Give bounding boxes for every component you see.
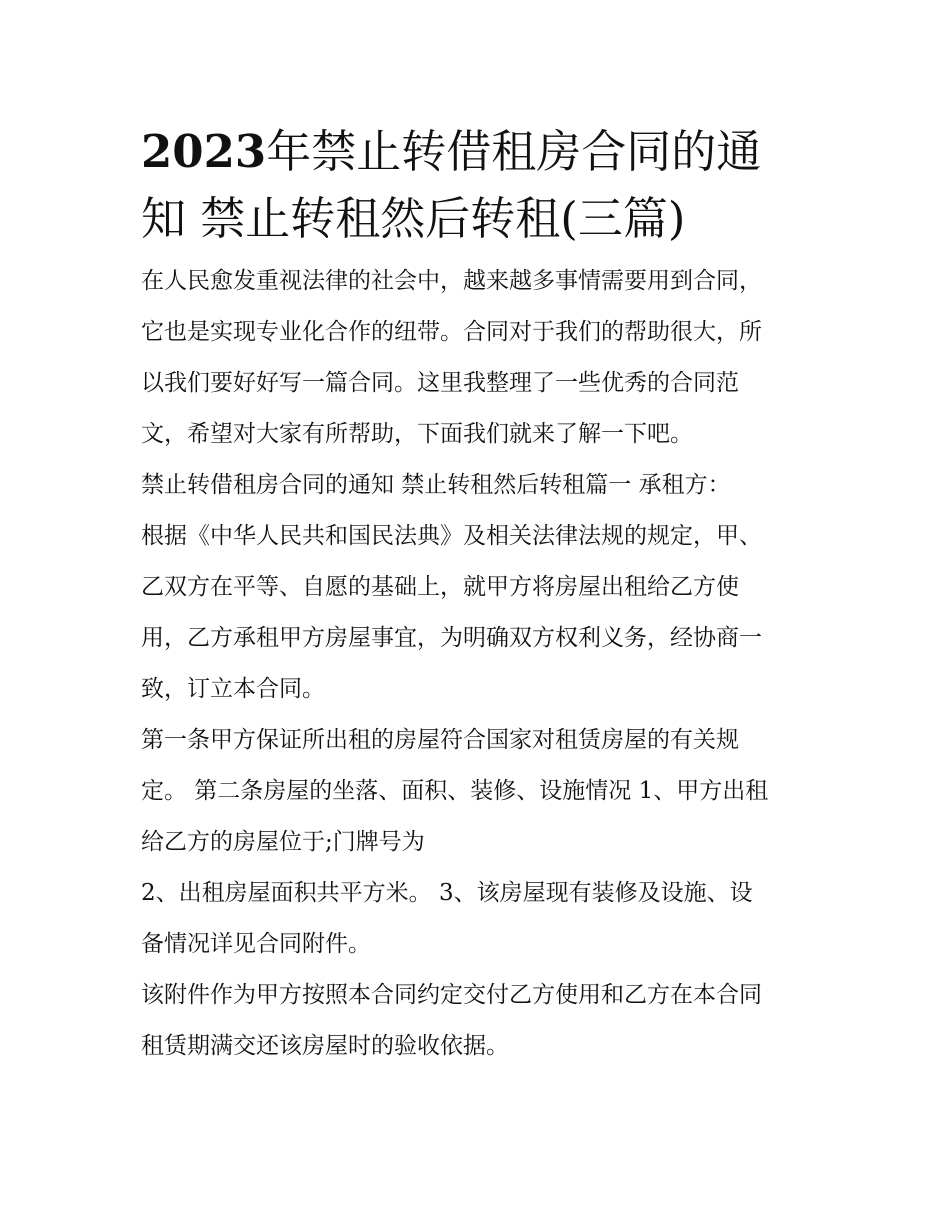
paragraph-area-facilities xyxy=(141,874,821,963)
paragraph-intro xyxy=(141,262,821,453)
paragraph-attachment xyxy=(141,976,821,1065)
text-line: 以我们要好好写一篇合同。这里我整理了一些优秀的合同范 xyxy=(141,370,739,396)
title-line-2: 知 禁止转租然后转租(三篇) xyxy=(141,192,686,245)
text-line: 给乙方的房屋位于;门牌号为 xyxy=(141,829,425,855)
text-line: 根据《中华人民共和国民法典》及相关法律法规的规定，甲、 xyxy=(141,523,762,549)
text-line: 备情况详见合同附件。 xyxy=(141,931,371,957)
text-line: 禁止转借租房合同的通知 禁止转租然后转租篇一 承租方： xyxy=(141,472,731,498)
text-line: 乙双方在平等、自愿的基础上，就甲方将房屋出租给乙方使 xyxy=(141,574,739,600)
text-line: 致，订立本合同。 xyxy=(141,676,325,702)
document-body xyxy=(141,118,821,1078)
paragraph-article-1-2 xyxy=(141,721,821,861)
title-year: 2023 xyxy=(141,125,267,178)
text-line: 该附件作为甲方按照本合同约定交付乙方使用和乙方在本合同 xyxy=(141,982,762,1008)
text-line: 租赁期满交还该房屋时的验收依据。 xyxy=(141,1033,509,1059)
text-line: 用，乙方承租甲方房屋事宜，为明确双方权利义务，经协商一 xyxy=(141,625,762,651)
paragraph-section-heading xyxy=(141,466,821,504)
text-line: 文，希望对大家有所帮助，下面我们就来了解一下吧。 xyxy=(141,421,693,447)
text-line: 在人民愈发重视法律的社会中，越来越多事情需要用到合同， xyxy=(141,268,762,294)
document-title xyxy=(141,118,821,252)
title-line-1 xyxy=(141,118,821,185)
text-line: 2、出租房屋面积共平方米。 3、该房屋现有装修及设施、设 xyxy=(141,880,753,906)
paragraph-preamble xyxy=(141,517,821,708)
text-line: 它也是实现专业化合作的纽带。合同对于我们的帮助很大，所 xyxy=(141,319,762,345)
text-line: 定。 第二条房屋的坐落、面积、装修、设施情况 1、甲方出租 xyxy=(141,778,769,804)
text-line: 第一条甲方保证所出租的房屋符合国家对租赁房屋的有关规 xyxy=(141,727,739,753)
title-line-1-text: 年禁止转借租房合同的通 xyxy=(266,125,762,178)
